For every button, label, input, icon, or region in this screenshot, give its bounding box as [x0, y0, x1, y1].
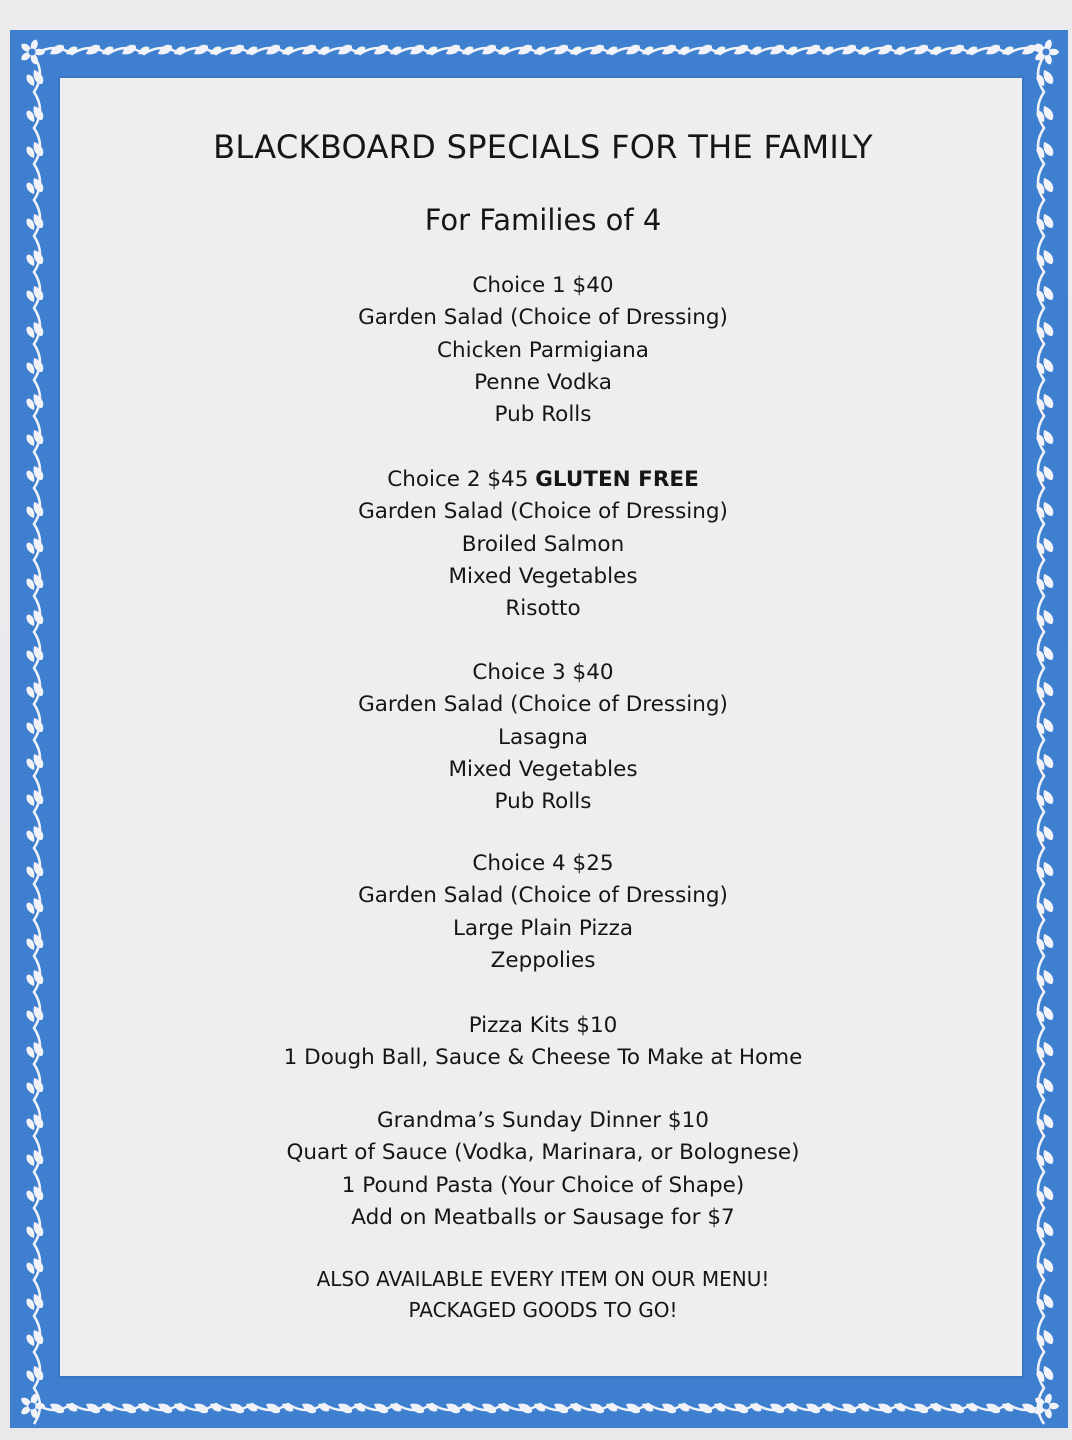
menu-item: Risotto [505, 596, 581, 622]
sunday-dinner-heading: Grandma’s Sunday Dinner $10 [377, 1108, 709, 1133]
menu-item: Chicken Parmigiana [437, 337, 649, 363]
choice-2-section [60, 464, 1026, 625]
gluten-free-badge: GLUTEN FREE [535, 467, 699, 492]
pizza-kits-heading: Pizza Kits $10 [468, 1013, 618, 1038]
menu-item: Add on Meatballs or Sausage for $7 [351, 1204, 735, 1230]
page-subtitle: For Families of 4 [424, 203, 662, 237]
menu-item: Garden Salad (Choice of Dressing) [358, 692, 728, 718]
choice-1-heading: Choice 1 $40 [472, 273, 614, 298]
menu-item: Quart of Sauce (Vodka, Marinara, or Bolognese) [286, 1140, 800, 1166]
choice-2-heading-text: Choice 2 $45 [387, 467, 529, 492]
menu-item: 1 Pound Pasta (Your Choice of Shape) [341, 1172, 745, 1198]
menu-item: Lasagna [498, 724, 588, 750]
choice-3-heading: Choice 3 $40 [472, 660, 614, 685]
choice-4-heading: Choice 4 $25 [472, 851, 614, 876]
footer-line: PACKAGED GOODS TO GO! [408, 1298, 678, 1322]
menu-item: Penne Vodka [474, 369, 612, 395]
menu-item: Garden Salad (Choice of Dressing) [358, 499, 728, 525]
menu-item: Mixed Vegetables [448, 756, 638, 782]
footer-notice [60, 1264, 1026, 1326]
menu-content [60, 78, 1026, 1380]
menu-item: Large Plain Pizza [452, 915, 634, 941]
menu-panel [58, 76, 1024, 1378]
menu-item: Garden Salad (Choice of Dressing) [358, 305, 728, 331]
page-title: BLACKBOARD SPECIALS FOR THE FAMILY [213, 128, 873, 166]
footer-line: ALSO AVAILABLE EVERY ITEM ON OUR MENU! [316, 1267, 770, 1291]
menu-item: Garden Salad (Choice of Dressing) [358, 883, 728, 909]
choice-2-heading [60, 464, 1026, 496]
pizza-kits-section [60, 1010, 1026, 1075]
menu-item: Pub Rolls [494, 402, 592, 428]
sunday-dinner-section [60, 1105, 1026, 1234]
menu-item: Mixed Vegetables [448, 563, 638, 589]
menu-item: Broiled Salmon [461, 531, 625, 557]
menu-item: Pub Rolls [494, 789, 592, 815]
menu-item: Zeppolies [490, 947, 596, 973]
choice-3-section [60, 657, 1026, 818]
choice-1-section [60, 270, 1026, 431]
choice-4-section [60, 848, 1026, 977]
menu-item: 1 Dough Ball, Sauce & Cheese To Make at Home [283, 1045, 803, 1071]
